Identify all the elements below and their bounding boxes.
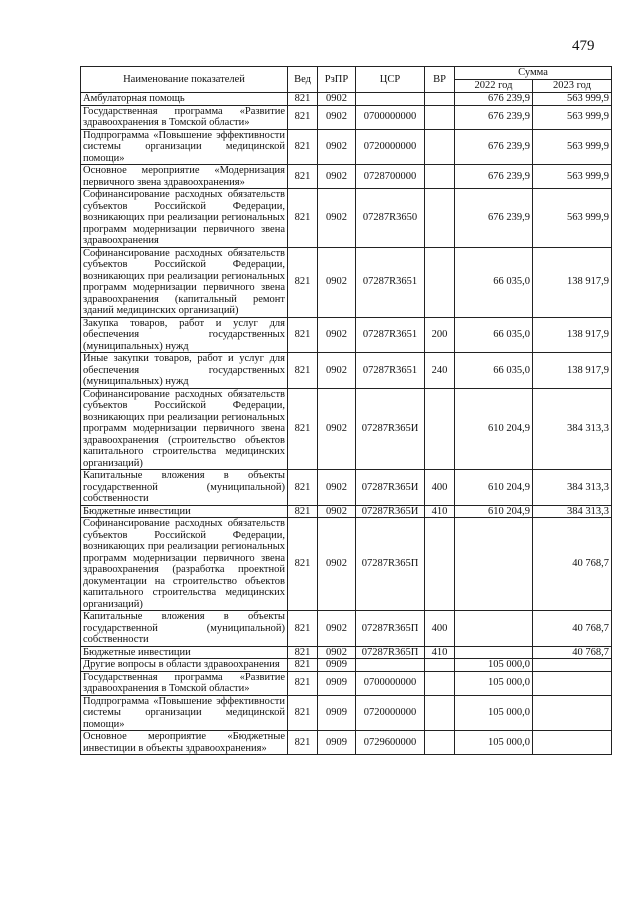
row-csr: 07287R365И bbox=[356, 505, 425, 518]
row-vr bbox=[425, 671, 455, 695]
row-csr: 0700000000 bbox=[356, 105, 425, 129]
row-vr bbox=[425, 731, 455, 755]
row-rzpr: 0902 bbox=[318, 611, 356, 647]
row-name: Бюджетные инвестиции bbox=[81, 646, 288, 659]
row-vr bbox=[425, 659, 455, 672]
page-number: 479 bbox=[572, 38, 595, 54]
row-rzpr: 0902 bbox=[318, 470, 356, 506]
row-ved: 821 bbox=[288, 165, 318, 189]
row-rzpr: 0902 bbox=[318, 129, 356, 165]
row-name: Другие вопросы в области здравоохранения bbox=[81, 659, 288, 672]
row-sum-2022 bbox=[455, 611, 533, 647]
row-csr: 0728700000 bbox=[356, 165, 425, 189]
row-vr bbox=[425, 247, 455, 317]
row-sum-2023: 40 768,7 bbox=[533, 646, 612, 659]
row-rzpr: 0902 bbox=[318, 93, 356, 106]
row-ved: 821 bbox=[288, 671, 318, 695]
row-ved: 821 bbox=[288, 247, 318, 317]
col-header-csr: ЦСР bbox=[356, 67, 425, 93]
table-row bbox=[81, 105, 612, 129]
row-name: Софинансирование расходных обязательств субъектов Российской Федерации, возникающих при реализации региональных программ модернизации первичного звена здравоохранения (капитальный ремонт зданий медицинских организаций) bbox=[81, 247, 288, 317]
col-header-sum: Сумма bbox=[455, 67, 612, 80]
row-sum-2023: 563 999,9 bbox=[533, 189, 612, 248]
row-sum-2023: 563 999,9 bbox=[533, 105, 612, 129]
table-row bbox=[81, 731, 612, 755]
row-vr bbox=[425, 165, 455, 189]
row-rzpr: 0902 bbox=[318, 505, 356, 518]
row-csr: 0700000000 bbox=[356, 671, 425, 695]
row-ved: 821 bbox=[288, 129, 318, 165]
table-row bbox=[81, 611, 612, 647]
table-row bbox=[81, 353, 612, 389]
table-row bbox=[81, 317, 612, 353]
row-rzpr: 0902 bbox=[318, 165, 356, 189]
row-sum-2022: 66 035,0 bbox=[455, 317, 533, 353]
table-row bbox=[81, 659, 612, 672]
row-vr: 400 bbox=[425, 611, 455, 647]
row-sum-2023: 563 999,9 bbox=[533, 129, 612, 165]
row-vr bbox=[425, 695, 455, 731]
row-sum-2022 bbox=[455, 646, 533, 659]
row-sum-2022: 105 000,0 bbox=[455, 659, 533, 672]
row-sum-2022: 610 204,9 bbox=[455, 505, 533, 518]
row-csr: 0729600000 bbox=[356, 731, 425, 755]
row-vr: 240 bbox=[425, 353, 455, 389]
row-name: Капитальные вложения в объекты государственной (муниципальной) собственности bbox=[81, 470, 288, 506]
row-sum-2023: 138 917,9 bbox=[533, 353, 612, 389]
table-row bbox=[81, 470, 612, 506]
row-name: Софинансирование расходных обязательств субъектов Российской Федерации, возникающих при реализации региональных программ модернизации первичного звена здравоохранения bbox=[81, 189, 288, 248]
row-ved: 821 bbox=[288, 646, 318, 659]
row-csr bbox=[356, 659, 425, 672]
row-csr bbox=[356, 93, 425, 106]
row-sum-2023 bbox=[533, 671, 612, 695]
row-vr bbox=[425, 93, 455, 106]
row-rzpr: 0902 bbox=[318, 646, 356, 659]
row-sum-2022: 676 239,9 bbox=[455, 165, 533, 189]
row-name: Государственная программа «Развитие здравоохранения в Томской области» bbox=[81, 105, 288, 129]
row-sum-2022: 676 239,9 bbox=[455, 105, 533, 129]
row-sum-2022: 66 035,0 bbox=[455, 247, 533, 317]
row-csr: 07287R365П bbox=[356, 646, 425, 659]
row-sum-2022: 676 239,9 bbox=[455, 93, 533, 106]
table-row bbox=[81, 189, 612, 248]
row-ved: 821 bbox=[288, 189, 318, 248]
row-csr: 07287R365П bbox=[356, 518, 425, 611]
row-sum-2023 bbox=[533, 731, 612, 755]
col-header-vr: ВР bbox=[425, 67, 455, 93]
row-ved: 821 bbox=[288, 659, 318, 672]
row-sum-2022: 610 204,9 bbox=[455, 388, 533, 470]
row-sum-2022: 676 239,9 bbox=[455, 189, 533, 248]
row-csr: 0720000000 bbox=[356, 695, 425, 731]
row-name: Капитальные вложения в объекты государственной (муниципальной) собственности bbox=[81, 611, 288, 647]
table-body bbox=[81, 93, 612, 755]
row-vr bbox=[425, 388, 455, 470]
row-ved: 821 bbox=[288, 317, 318, 353]
row-sum-2022: 676 239,9 bbox=[455, 129, 533, 165]
table-row bbox=[81, 93, 612, 106]
row-sum-2023: 563 999,9 bbox=[533, 93, 612, 106]
row-ved: 821 bbox=[288, 505, 318, 518]
row-sum-2023 bbox=[533, 695, 612, 731]
row-rzpr: 0902 bbox=[318, 353, 356, 389]
row-sum-2022: 610 204,9 bbox=[455, 470, 533, 506]
row-csr: 07287R3651 bbox=[356, 353, 425, 389]
row-csr: 07287R365И bbox=[356, 470, 425, 506]
row-rzpr: 0902 bbox=[318, 388, 356, 470]
table-row bbox=[81, 695, 612, 731]
row-vr: 200 bbox=[425, 317, 455, 353]
row-sum-2022 bbox=[455, 518, 533, 611]
row-ved: 821 bbox=[288, 353, 318, 389]
row-rzpr: 0902 bbox=[318, 247, 356, 317]
row-csr: 07287R365И bbox=[356, 388, 425, 470]
row-sum-2023: 384 313,3 bbox=[533, 505, 612, 518]
row-ved: 821 bbox=[288, 388, 318, 470]
row-vr: 410 bbox=[425, 646, 455, 659]
row-sum-2023: 40 768,7 bbox=[533, 611, 612, 647]
row-sum-2023: 384 313,3 bbox=[533, 470, 612, 506]
col-header-rzpr: РзПР bbox=[318, 67, 356, 93]
row-name: Подпрограмма «Повышение эффективности системы организации медицинской помощи» bbox=[81, 129, 288, 165]
row-name: Государственная программа «Развитие здравоохранения в Томской области» bbox=[81, 671, 288, 695]
row-ved: 821 bbox=[288, 518, 318, 611]
table-row bbox=[81, 646, 612, 659]
budget-table bbox=[80, 66, 612, 755]
row-sum-2023: 40 768,7 bbox=[533, 518, 612, 611]
row-csr: 0720000000 bbox=[356, 129, 425, 165]
row-name: Иные закупки товаров, работ и услуг для обеспечения государственных (муниципальных) нужд bbox=[81, 353, 288, 389]
col-header-ved: Вед bbox=[288, 67, 318, 93]
table-row bbox=[81, 518, 612, 611]
row-rzpr: 0909 bbox=[318, 731, 356, 755]
table-row bbox=[81, 247, 612, 317]
col-header-2022: 2022 год bbox=[455, 80, 533, 93]
row-csr: 07287R3651 bbox=[356, 247, 425, 317]
row-name: Основное мероприятие «Бюджетные инвестиции в объекты здравоохранения» bbox=[81, 731, 288, 755]
row-sum-2023: 384 313,3 bbox=[533, 388, 612, 470]
row-vr bbox=[425, 518, 455, 611]
table-row bbox=[81, 505, 612, 518]
table-row bbox=[81, 671, 612, 695]
row-sum-2022: 66 035,0 bbox=[455, 353, 533, 389]
row-csr: 07287R3651 bbox=[356, 317, 425, 353]
row-csr: 07287R3650 bbox=[356, 189, 425, 248]
row-rzpr: 0902 bbox=[318, 317, 356, 353]
col-header-2023: 2023 год bbox=[533, 80, 612, 93]
row-sum-2022: 105 000,0 bbox=[455, 695, 533, 731]
row-vr: 400 bbox=[425, 470, 455, 506]
row-ved: 821 bbox=[288, 611, 318, 647]
row-ved: 821 bbox=[288, 93, 318, 106]
row-name: Основное мероприятие «Модернизация первичного звена здравоохранения» bbox=[81, 165, 288, 189]
row-ved: 821 bbox=[288, 695, 318, 731]
row-rzpr: 0909 bbox=[318, 659, 356, 672]
row-sum-2023: 138 917,9 bbox=[533, 317, 612, 353]
row-sum-2022: 105 000,0 bbox=[455, 731, 533, 755]
row-name: Софинансирование расходных обязательств субъектов Российской Федерации, возникающих при реализации региональных программ модернизации первичного звена здравоохранения (разработка проектной документации на строительство объектов капитального строительства медицинских организаций) bbox=[81, 518, 288, 611]
row-vr: 410 bbox=[425, 505, 455, 518]
row-sum-2023 bbox=[533, 659, 612, 672]
row-vr bbox=[425, 189, 455, 248]
row-vr bbox=[425, 129, 455, 165]
row-name: Подпрограмма «Повышение эффективности системы организации медицинской помощи» bbox=[81, 695, 288, 731]
table-row bbox=[81, 165, 612, 189]
row-name: Закупка товаров, работ и услуг для обеспечения государственных (муниципальных) нужд bbox=[81, 317, 288, 353]
row-rzpr: 0909 bbox=[318, 695, 356, 731]
row-rzpr: 0909 bbox=[318, 671, 356, 695]
row-sum-2022: 105 000,0 bbox=[455, 671, 533, 695]
table-row bbox=[81, 129, 612, 165]
row-rzpr: 0902 bbox=[318, 105, 356, 129]
row-sum-2023: 138 917,9 bbox=[533, 247, 612, 317]
row-vr bbox=[425, 105, 455, 129]
row-csr: 07287R365П bbox=[356, 611, 425, 647]
row-rzpr: 0902 bbox=[318, 189, 356, 248]
row-ved: 821 bbox=[288, 470, 318, 506]
row-name: Бюджетные инвестиции bbox=[81, 505, 288, 518]
row-ved: 821 bbox=[288, 105, 318, 129]
col-header-name: Наименование показателей bbox=[81, 67, 288, 93]
row-sum-2023: 563 999,9 bbox=[533, 165, 612, 189]
table-row bbox=[81, 388, 612, 470]
row-name: Амбулаторная помощь bbox=[81, 93, 288, 106]
row-name: Софинансирование расходных обязательств субъектов Российской Федерации, возникающих при реализации региональных программ модернизации первичного звена здравоохранения (строительство объектов капитального строительства медицинских организаций) bbox=[81, 388, 288, 470]
row-rzpr: 0902 bbox=[318, 518, 356, 611]
row-ved: 821 bbox=[288, 731, 318, 755]
